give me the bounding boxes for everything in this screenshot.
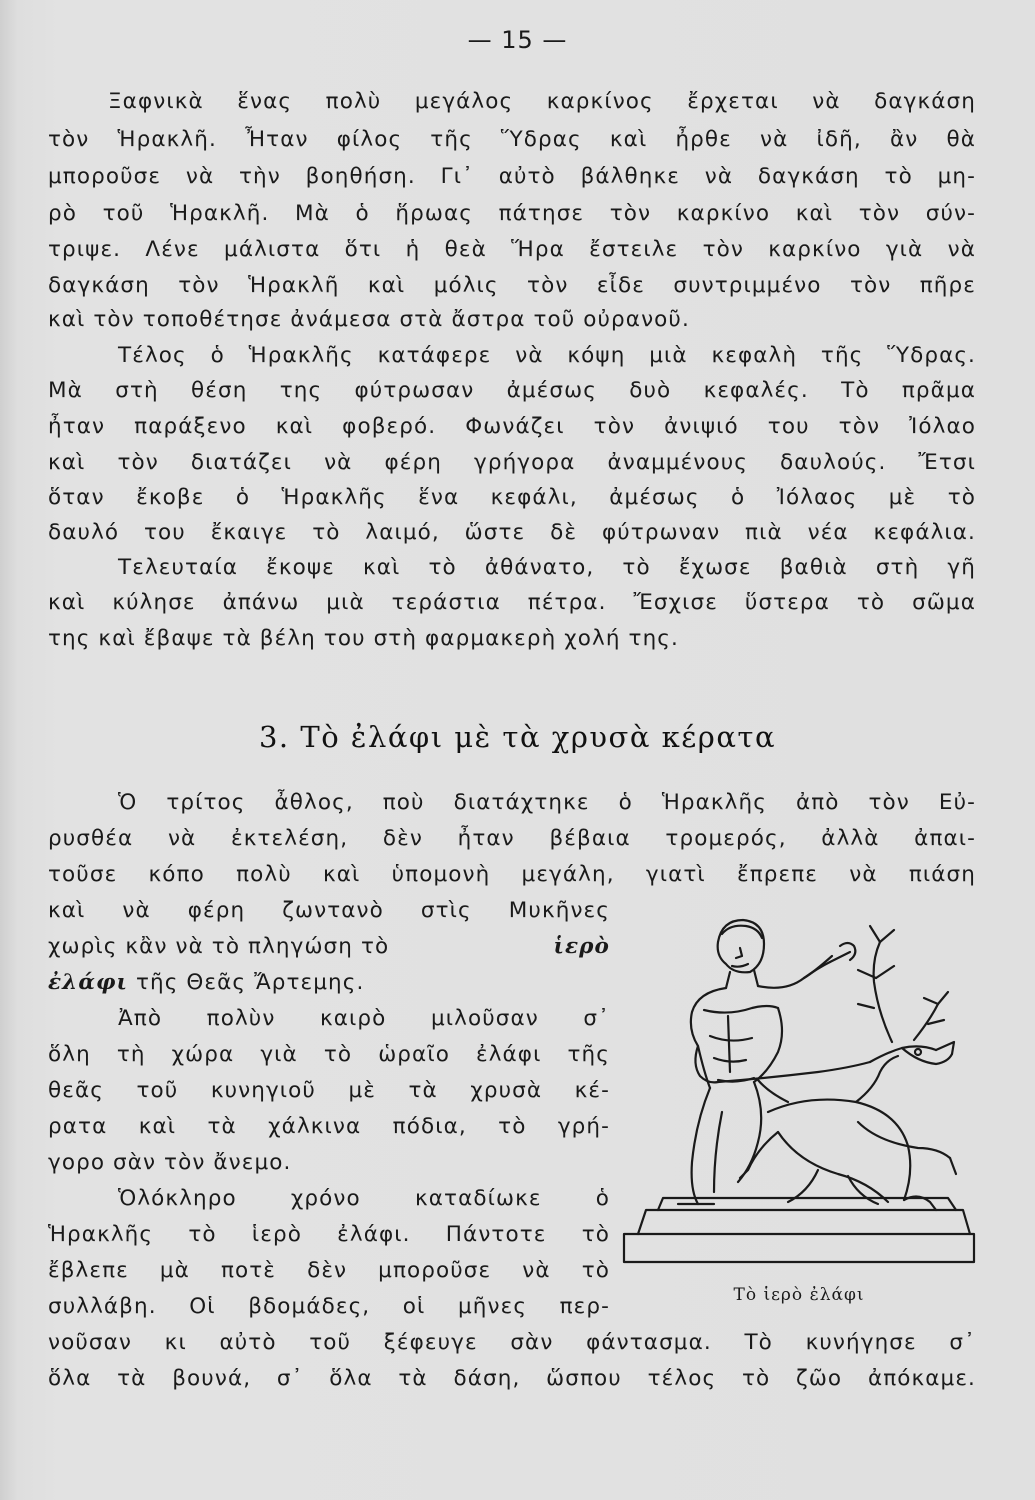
text-line: ἦταν παράξενο καὶ φοβερό. Φωνάζει τὸν ἀνιψιό του τὸν Ἰόλαο: [48, 414, 976, 439]
text-line: καὶ νὰ φέρη ζωντανὸ στὶς Μυκῆνες: [48, 898, 610, 923]
text-line: ρυσθέα νὰ ἐκτελέση, δὲν ἦταν βέβαια τρομερός, ἀλλὰ ἀπαι-: [48, 826, 976, 851]
text-line: συλλάβη. Οἱ βδομάδες, οἱ μῆνες περ-: [48, 1294, 610, 1319]
text-line: Τελευταία ἔκοψε καὶ τὸ ἀθάνατο, τὸ ἔχωσε βαθιὰ στὴ γῆ: [118, 555, 976, 580]
text-line: ρατα καὶ τὰ χάλκινα πόδια, τὸ γρή-: [48, 1114, 610, 1139]
text-line: Ἡρακλῆς τὸ ἱερὸ ἐλάφι. Πάντοτε τὸ: [48, 1222, 610, 1247]
text-line: Μὰ στὴ θέση της φύτρωσαν ἀμέσως δυὸ κεφαλές. Τὸ πρᾶμα: [48, 378, 976, 403]
text-line: Ὁλόκληρο χρόνο καταδίωκε ὁ: [118, 1186, 610, 1211]
text-line: καὶ τὸν τοποθέτησε ἀνάμεσα στὰ ἄστρα τοῦ οὐρανοῦ.: [48, 307, 690, 332]
section-heading: 3. Τὸ ἐλάφι μὲ τὰ χρυσὰ κέρατα: [258, 720, 777, 754]
text-line: ἔβλεπε μὰ ποτὲ δὲν μποροῦσε νὰ τὸ: [48, 1258, 610, 1283]
text-line: Τέλος ὁ Ἡρακλῆς κατάφερε νὰ κόψη μιὰ κεφαλὴ τῆς Ὕδρας.: [118, 343, 976, 368]
text-line: Ὁ τρίτος ἆθλος, ποὺ διατάχτηκε ὁ Ἡρακλῆς ἀπὸ τὸν Εὐ-: [118, 790, 976, 815]
text-line: ρὸ τοῦ Ἡρακλῆ. Μὰ ὁ ἥρωας πάτησε τὸν καρκίνο καὶ τὸν σύν-: [48, 201, 976, 226]
figure-caption: Τὸ ἱερὸ ἐλάφι: [733, 1285, 865, 1305]
italic-phrase: ἐλάφι: [48, 970, 129, 995]
text-line: γορο σὰν τὸν ἄνεμο.: [48, 1150, 292, 1175]
text-line: καὶ τὸν διατάζει νὰ φέρη γρήγορα ἀναμμένους δαυλούς. Ἔτσι: [48, 450, 976, 475]
italic-phrase: ἱερὸ: [553, 934, 610, 959]
text-line: δαγκάση τὸν Ἡρακλῆ καὶ μόλις τὸν εἶδε συντριμμένο τὸν πῆρε: [48, 273, 976, 298]
illustration-heracles-deer: [618, 912, 980, 1272]
text-line: ὅλη τὴ χώρα γιὰ τὸ ὡραῖο ἐλάφι τῆς: [48, 1042, 610, 1067]
page-number: — 15 —: [467, 26, 568, 54]
text-line: ὅλα τὰ βουνά, σ᾽ ὅλα τὰ δάση, ὥσπου τέλος τὸ ζῶο ἀπόκαμε.: [48, 1366, 976, 1391]
text-line: τριψε. Λένε μάλιστα ὅτι ἡ θεὰ Ἥρα ἔστειλε τὸν καρκίνο γιὰ νὰ: [48, 237, 976, 262]
text-line: τὸν Ἡρακλῆ. Ἦταν φίλος τῆς Ὕδρας καὶ ἦρθε νὰ ἰδῆ, ἂν θὰ: [48, 127, 976, 152]
text-line: δαυλό του ἔκαιγε τὸ λαιμό, ὥστε δὲ φύτρωναν πιὰ νέα κεφάλια.: [48, 520, 976, 545]
text-line: θεᾶς τοῦ κυνηγιοῦ μὲ τὰ χρυσὰ κέ-: [48, 1078, 610, 1103]
text-line: ὅταν ἔκοβε ὁ Ἡρακλῆς ἕνα κεφάλι, ἀμέσως ὁ Ἰόλαος μὲ τὸ: [48, 485, 976, 510]
text-line: τοῦσε κόπο πολὺ καὶ ὑπομονὴ μεγάλη, γιατὶ ἔπρεπε νὰ πιάση: [48, 862, 976, 887]
text-line: νοῦσαν κι αὐτὸ τοῦ ξέφευγε σὰν φάντασμα. Τὸ κυνήγησε σ᾽: [48, 1330, 976, 1355]
text-segment: χωρὶς κἂν νὰ τὸ πληγώση τὸ: [48, 934, 390, 959]
text-line: της καὶ ἔβαψε τὰ βέλη του στὴ φαρμακερὴ χολή της.: [48, 626, 679, 651]
text-line: καὶ κύλησε ἀπάνω μιὰ τεράστια πέτρα. Ἔσχισε ὕστερα τὸ σῶμα: [48, 590, 976, 615]
text-line: Ξαφνικὰ ἕνας πολὺ μεγάλος καρκίνος ἔρχεται νὰ δαγκάση: [108, 89, 976, 114]
text-segment: τῆς Θεᾶς Ἄρτεμης.: [128, 970, 365, 995]
text-line: [48, 929, 610, 965]
text-line: μποροῦσε νὰ τὴν βοηθήση. Γι᾽ αὐτὸ βάλθηκε νὰ δαγκάση τὸ μη-: [48, 164, 976, 189]
text-line: Ἀπὸ πολὺν καιρὸ μιλοῦσαν σ᾽: [118, 1006, 610, 1031]
